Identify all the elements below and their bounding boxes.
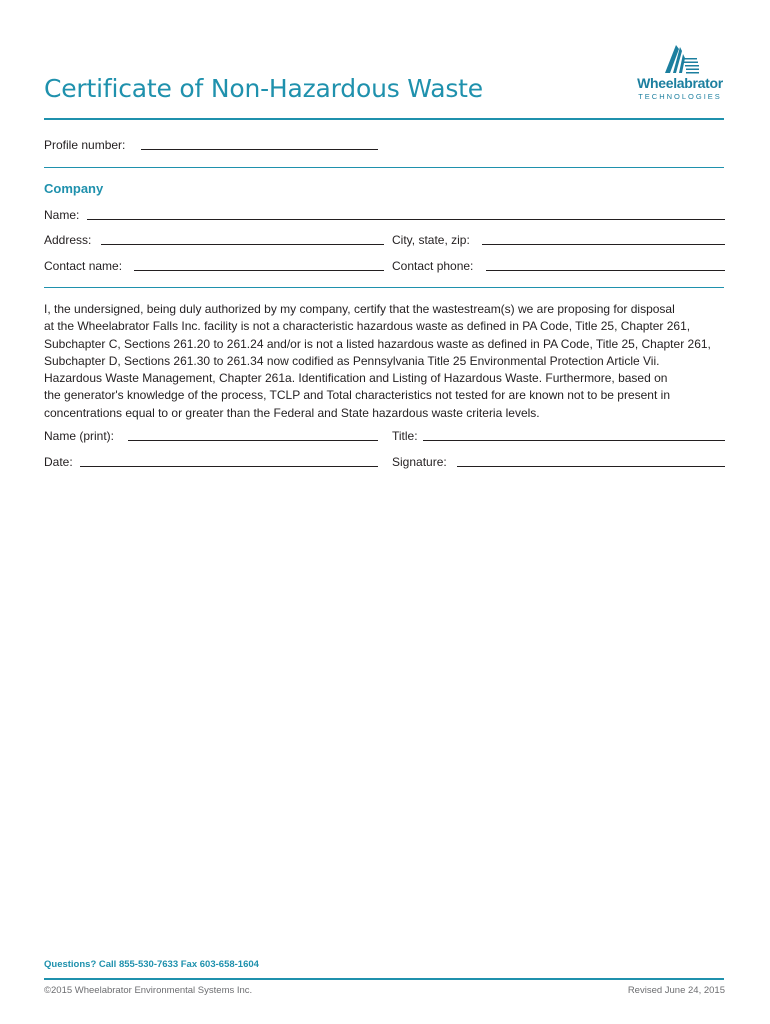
contact-name-label: Contact name: — [44, 259, 123, 273]
address-field[interactable] — [101, 244, 384, 245]
company-logo — [632, 45, 728, 103]
contact-name-field[interactable] — [134, 270, 384, 271]
footer-divider — [44, 978, 724, 980]
date-label: Date: — [44, 455, 73, 469]
logo-name: Wheelabrator — [637, 75, 723, 91]
signature-field[interactable] — [457, 466, 725, 467]
city-state-zip-field[interactable] — [482, 244, 725, 245]
profile-number-label: Profile number: — [44, 138, 126, 152]
company-name-field[interactable] — [87, 219, 725, 220]
header-divider — [44, 118, 724, 120]
profile-divider — [44, 167, 724, 168]
contact-phone-field[interactable] — [486, 270, 725, 271]
certification-statement: I, the undersigned, being duly authorized by my company, certify that the wastestream(s) we are proposing for disposal at the Wheelabrator Falls Inc. facility is not a characteristic hazardous waste as defined in PA Code, Title 25, Chapter 261, Subchapter C, Sections 261.20 to 261.24 and/or is not a listed hazardous waste as defined in PA Code, Title 25, Chapter 261, Subchapter D, Sections 261.30 to 261.34 now codified as Pennsylvania Title 25 Environmental Protection Article Vii. Hazardous Waste Management, Chapter 261a. Identification and Listing of Hazardous Waste. Furthermore, based on the generator's knowledge of the process, TCLP and Total characteristics not tested for are known not to be present in concentrations equal to or greater than the Federal and State hazardous waste criteria levels. — [44, 302, 711, 420]
page-title: Certificate of Non-Hazardous Waste — [44, 74, 483, 103]
signature-label: Signature: — [392, 455, 447, 469]
address-label: Address: — [44, 233, 92, 247]
copyright-text: ©2015 Wheelabrator Environmental Systems Inc. — [44, 985, 253, 996]
name-print-field[interactable] — [128, 440, 378, 441]
date-field[interactable] — [80, 466, 378, 467]
title-label: Title: — [392, 429, 418, 443]
contact-phone-label: Contact phone: — [392, 259, 474, 273]
revision-date: Revised June 24, 2015 — [627, 985, 725, 996]
company-heading: Company — [44, 181, 104, 196]
questions-contact: Questions? Call 855-530-7633 Fax 603-658-1604 — [44, 959, 259, 970]
city-state-zip-label: City, state, zip: — [392, 233, 470, 247]
company-divider — [44, 287, 724, 288]
title-field[interactable] — [423, 440, 725, 441]
name-print-label: Name (print): — [44, 429, 115, 443]
logo-subtitle: TECHNOLOGIES — [638, 92, 722, 101]
profile-number-field[interactable] — [141, 149, 378, 150]
wheelabrator-logo-icon — [662, 45, 700, 75]
company-name-label: Name: — [44, 208, 80, 222]
